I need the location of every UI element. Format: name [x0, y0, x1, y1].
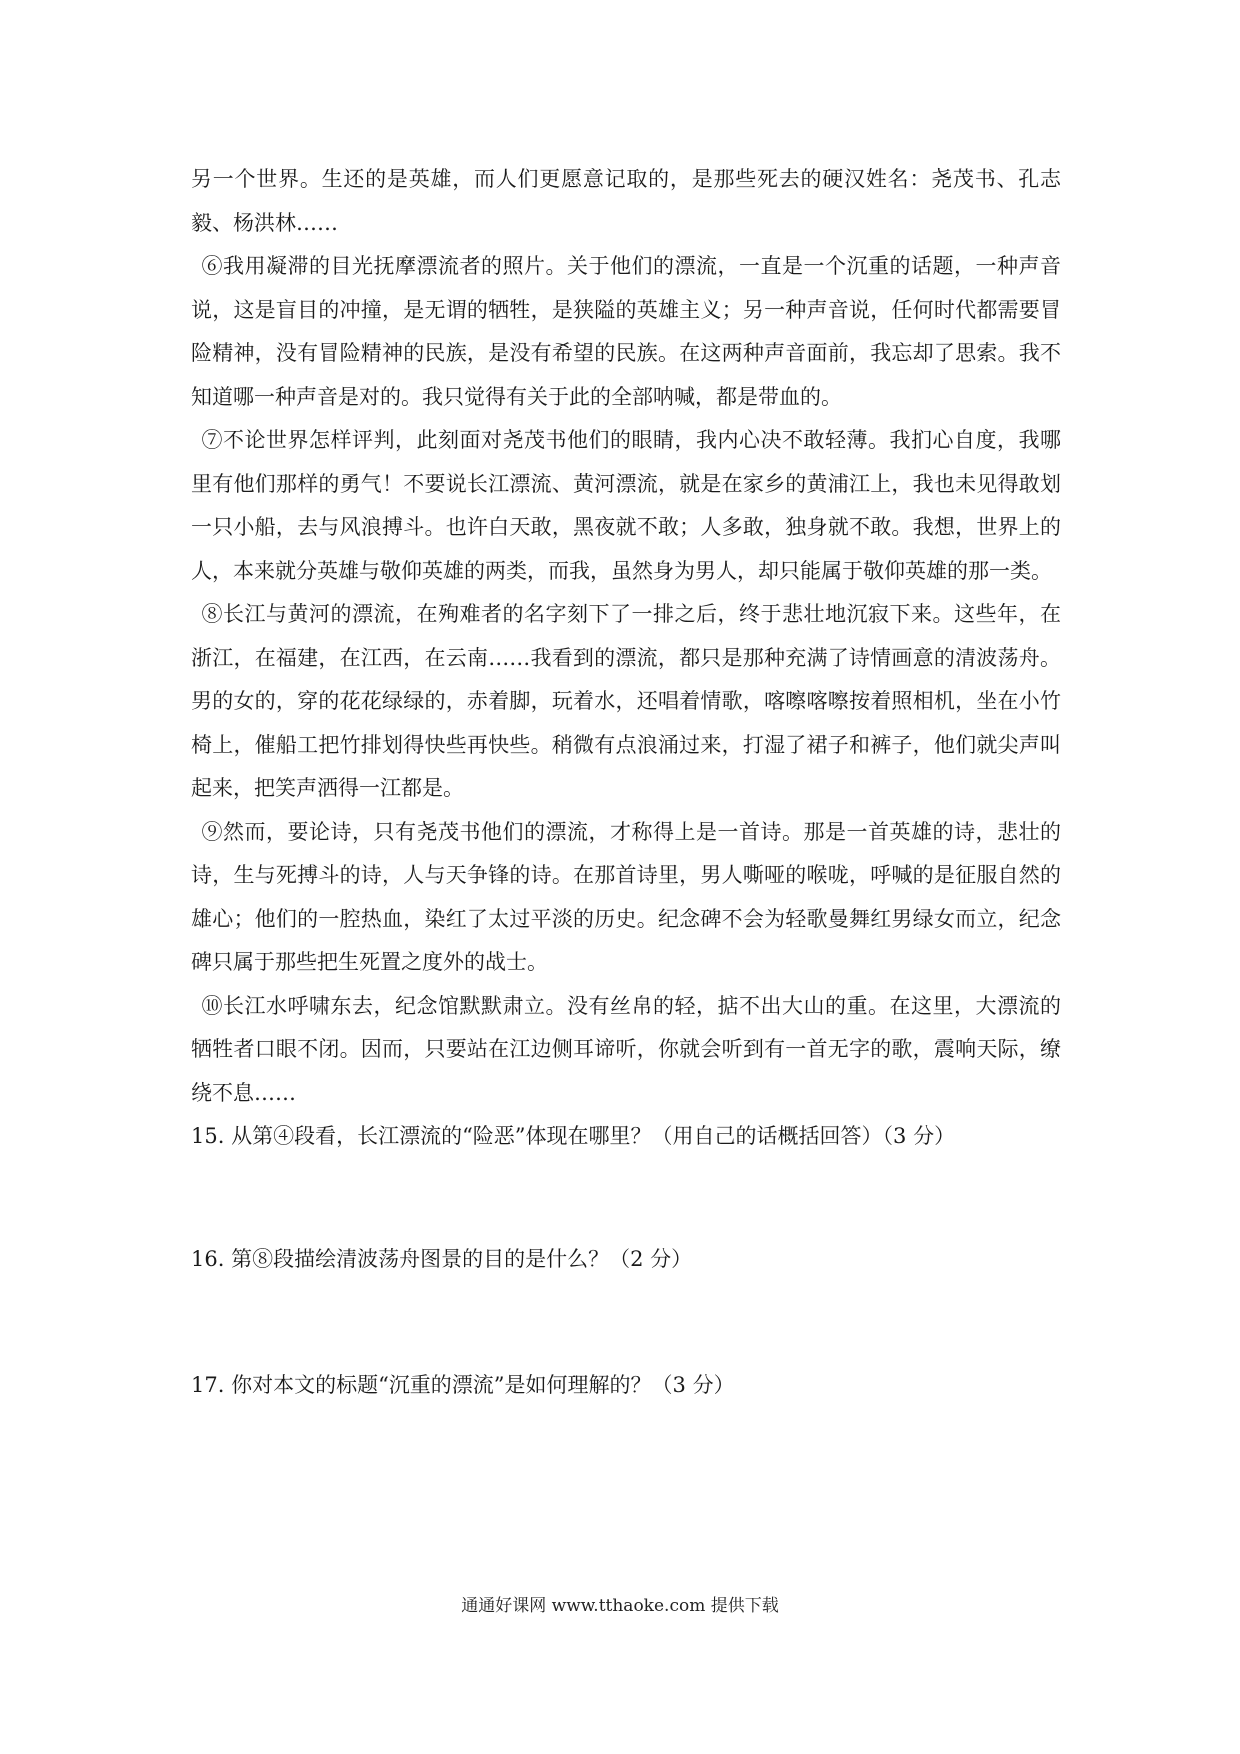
page-footer: 通通好课网 www.tthaoke.com 提供下载	[461, 1596, 779, 1616]
paragraph-7: ⑦不论世界怎样评判，此刻面对尧茂书他们的眼睛，我内心决不敢轻薄。我扪心自度，我哪里有他们那样的勇气！不要说长江漂流、黄河漂流，就是在家乡的黄浦江上，我也未见得敢划一只小船，去与风浪搏斗。也许白天敢，黑夜就不敢；人多敢，独身就不敢。我想，世界上的人，本来就分英雄与敬仰英雄的两类，而我，虽然身为男人，却只能属于敬仰英雄的那一类。	[191, 428, 1061, 583]
question-15: 15. 从第④段看，长江漂流的“险恶”体现在哪里？（用自己的话概括回答）（3 分）	[191, 1124, 956, 1148]
paragraph-continued: 另一个世界。生还的是英雄，而人们更愿意记取的，是那些死去的硬汉姓名：尧茂书、孔志毅、杨洪林……	[191, 167, 1061, 235]
paragraph-9: ⑨然而，要论诗，只有尧茂书他们的漂流，才称得上是一首诗。那是一首英雄的诗，悲壮的诗，生与死搏斗的诗，人与天争锋的诗。在那首诗里，男人嘶哑的喉咙，呼喊的是征服自然的雄心；他们的一腔热血，染红了太过平淡的历史。纪念碑不会为轻歌曼舞红男绿女而立，纪念碑只属于那些把生死置之度外的战士。	[191, 819, 1061, 974]
question-16: 16. 第⑧段描绘清波荡舟图景的目的是什么？（2 分）	[191, 1246, 693, 1271]
paragraph-10: ⑩长江水呼啸东去，纪念馆默默肃立。没有丝帛的轻，掂不出大山的重。在这里，大漂流的牺牲者口眼不闭。因而，只要站在江边侧耳谛听，你就会听到有一首无字的歌，震响天际，缭绕不息……	[191, 993, 1061, 1105]
document-body	[191, 158, 1061, 1408]
paragraph-8: ⑧长江与黄河的漂流，在殉难者的名字刻下了一排之后，终于悲壮地沉寂下来。这些年，在浙江，在福建，在江西，在云南……我看到的漂流，都只是那种充满了诗情画意的清波荡舟。男的女的，穿的花花绿绿的，赤着脚，玩着水，还唱着情歌，喀嚓喀嚓按着照相机，坐在小竹椅上，催船工把竹排划得快些再快些。稍微有点浪涌过来，打湿了裙子和裤子，他们就尖声叫起来，把笑声洒得一江都是。	[191, 602, 1061, 800]
question-17: 17. 你对本文的标题“沉重的漂流”是如何理解的？（3 分）	[191, 1373, 735, 1397]
paragraph-6: ⑥我用凝滞的目光抚摩漂流者的照片。关于他们的漂流，一直是一个沉重的话题，一种声音说，这是盲目的冲撞，是无谓的牺牲，是狭隘的英雄主义；另一种声音说，任何时代都需要冒险精神，没有冒险精神的民族，是没有希望的民族。在这两种声音面前，我忘却了思索。我不知道哪一种声音是对的。我只觉得有关于此的全部呐喊，都是带血的。	[191, 254, 1061, 409]
